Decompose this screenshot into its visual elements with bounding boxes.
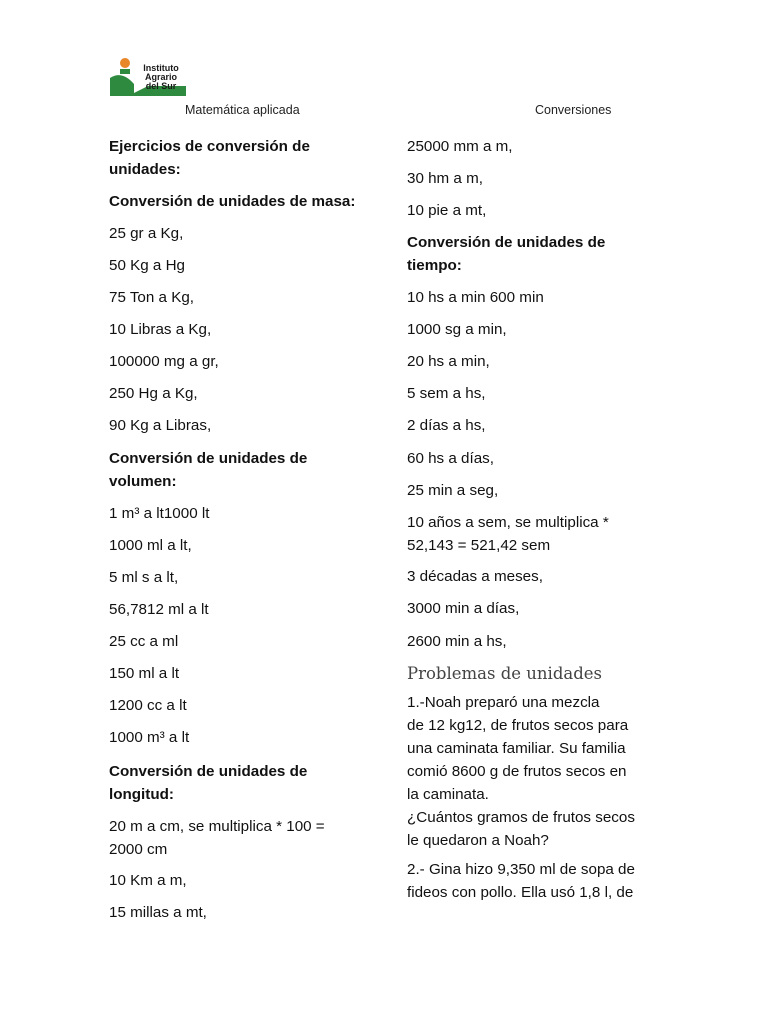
section-heading: Ejercicios de conversión de unidades: [109,138,310,178]
exercise-item: 10 años a sem, se multiplica * 52,143 = 521,42 sem [407,514,609,554]
header-topic: Conversiones [535,103,612,117]
exercise-item: 25 cc a ml [109,633,179,650]
section-heading: Conversión de unidades de masa: [109,193,356,210]
section-title: Problemas de unidades [407,664,603,683]
exercise-item: 50 Kg a Hg [109,257,185,274]
exercise-item: 5 sem a hs, [407,385,486,402]
exercise-item: 10 pie a mt, [407,202,487,219]
exercise-item: 25 gr a Kg, [109,225,184,242]
exercise-item: 250 Hg a Kg, [109,385,198,402]
exercise-item: 10 Libras a Kg, [109,321,212,338]
exercise-item: 100000 mg a gr, [109,353,219,370]
exercise-item: 25 min a seg, [407,482,499,499]
exercise-item: 10 Km a m, [109,872,187,889]
exercise-item: 20 hs a min, [407,353,490,370]
exercise-item: 75 Ton a Kg, [109,289,195,306]
exercise-item: 5 ml s a lt, [109,569,179,586]
exercise-item: 15 millas a mt, [109,904,207,921]
header-subject: Matemática aplicada [185,103,300,117]
right-column [407,0,667,1024]
exercise-item: 2 días a hs, [407,417,486,434]
section-heading: Conversión de unidades de longitud: [109,763,308,803]
exercise-item: 1.-Noah preparó una mezcla de 12 kg12, de frutos secos para una caminata familiar. Su familia comió 8600 g de frutos secos en la caminata. [407,694,629,803]
section-heading: Conversión de unidades de tiempo: [407,234,606,274]
exercise-item: ¿Cuántos gramos de frutos secos le quedaron a Noah? [407,809,635,849]
exercise-item: 3 décadas a meses, [407,568,543,585]
exercise-item: 1200 cc a lt [109,697,187,714]
exercise-item: 25000 mm a m, [407,138,513,155]
exercise-item: 2.- Gina hizo 9,350 ml de sopa de fideos con pollo. Ella usó 1,8 l, de [407,861,635,901]
exercise-item: 30 hm a m, [407,170,483,187]
exercise-item: 150 ml a lt [109,665,180,682]
logo-text: Instituto Agrario del Sur [143,63,179,91]
section-heading: Conversión de unidades de volumen: [109,450,308,490]
exercise-item: 90 Kg a Libras, [109,417,212,434]
exercise-item: 1000 ml a lt, [109,537,192,554]
exercise-item: 10 hs a min 600 min [407,289,544,306]
exercise-item: 56,7812 ml a lt [109,601,209,618]
exercise-item: 20 m a cm, se multiplica * 100 = 2000 cm [109,818,325,858]
exercise-item: 1 m³ a lt1000 lt [109,505,210,522]
exercise-item: 3000 min a días, [407,600,520,617]
exercise-item: 1000 m³ a lt [109,729,190,746]
exercise-item: 60 hs a días, [407,450,494,467]
exercise-item: 1000 sg a min, [407,321,507,338]
left-column [109,0,369,1024]
exercise-item: 2600 min a hs, [407,633,507,650]
